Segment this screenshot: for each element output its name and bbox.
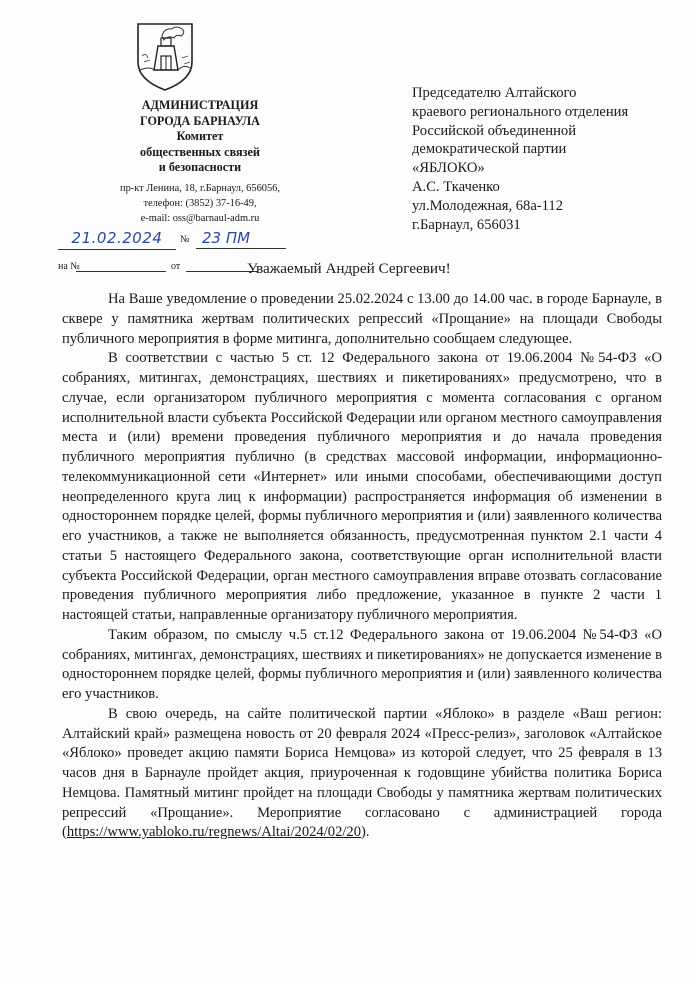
body-paragraph: В соответствии с частью 5 ст. 12 Федерального закона от 19.06.2004 №54-ФЗ «О собраниях, митингах, демонстрациях, шествиях и пикетированиях» предусмотрено, что в случае, если организатором публичного мероприятия с момента согласования с органом исполнительной власти субъекта Российской Федерации или органом местного самоуправления места и (или) времени проведения публичного мероприятия и до начала проведения публичного мероприятия публично (в средствах массовой информации, информационно-телекоммуникационной сети «Интернет» или иными способами, обеспечивающими доступ неопределенного круга лиц к информации) распространяется информация об изменении в одностороннем порядке целей, формы публичного мероприятия и (или) заявленного количества его участников, а также не выполняется обязанность, предусмотренная пунктом 2.1 части 4 статьи 5 настоящего Федерального закона, соответствующие орган исполнительной власти субъекта Российской Федерации, орган местного самоуправления вправе отозвать согласование проведения публичного мероприятия либо предложение, указанное в пункте 2 части 1 настоящей статьи, направленные организатору публичного мероприятия. <box>62 350 662 623</box>
recipient-street: ул.Молодежная, 68а-112 <box>412 197 564 214</box>
recipient-name: А.С. Ткаченко <box>412 178 500 195</box>
org-name-line2: ГОРОДА БАРНАУЛА <box>140 113 260 128</box>
recipient-city: г.Барнаул, 656031 <box>412 216 521 233</box>
registration-date: 21.02.2024 <box>58 229 176 250</box>
body-paragraph-with-link <box>62 705 662 843</box>
letter-body <box>62 290 662 843</box>
recipient-line: Российской объединенной <box>412 122 577 139</box>
body-paragraph-text: В свою очередь, на сайте политической партии «Яблоко» в разделе «Ваш регион: Алтайский край» размещена новость от 20 февраля 2024 «Пресс-релиз», заголовок «Алтайское «Яблоко» проведет акцию памяти Бориса Немцова» из которой следует, что 25 февраля в 13 часов дня в Барнауле пройдет акция, приуроченная к годовщине убийства политика Бориса Немцова. Памятный митинг пройдет на площади Свободы у памятника жертвам политических репрессий «Прощание». Мероприятие согласовано с администрацией города <box>62 705 662 821</box>
registration-number: 23 ПМ <box>196 229 286 249</box>
recipient-line: демократической партии <box>412 141 567 158</box>
recipient-line: Председателю Алтайского <box>412 85 577 101</box>
yabloko-news-link[interactable]: https://www.yabloko.ru/regnews/Altai/2024/02/20 <box>66 824 362 841</box>
committee-line2: общественных связей <box>140 144 260 159</box>
sender-contacts <box>80 181 320 226</box>
sender-phone: телефон: (3852) 37-16-49, <box>143 198 257 209</box>
body-paragraph: На Ваше уведомление о проведении 25.02.2024 с 13.00 до 14.00 час. в городе Барнауле, в сквере у памятника жертвам политических репрессий «Прощание» на площади Свободы публичного мероприятия в форме митинга, дополнительно сообщаем следующее. <box>62 291 662 347</box>
link-open-paren: ( <box>62 824 67 841</box>
recipient-line: «ЯБЛОКО» <box>412 160 485 177</box>
reference-line <box>58 259 278 275</box>
body-paragraph: Таким образом, по смыслу ч.5 ст.12 Федерального закона от 19.06.2004 №54-ФЗ «О собраниях, митингах, демонстрациях, шествиях и пикетированиях» не допускается изменение в одностороннем порядке целей, формы публичного мероприятия и (или) заявленного количества его участников. <box>62 626 662 702</box>
reference-number-label: на № <box>58 261 80 272</box>
committee-line3: и безопасности <box>158 160 242 175</box>
reference-date-label: от <box>171 261 181 272</box>
sender-organization <box>80 98 320 176</box>
sender-address: пр-кт Ленина, 18, г.Барнаул, 656056, <box>120 183 280 194</box>
barnaul-coat-of-arms-icon <box>134 22 196 92</box>
registration-line <box>58 229 286 251</box>
committee-line1: Комитет <box>176 129 224 144</box>
org-name-line1: АДМИНИСТРАЦИЯ <box>141 98 259 112</box>
recipient-line: краевого регионального отделения <box>412 103 629 120</box>
reference-number-blank <box>76 259 166 272</box>
salutation: Уважаемый Андрей Сергеевич! <box>247 260 451 277</box>
registration-number-label: № <box>180 234 190 245</box>
recipient-block <box>412 84 672 234</box>
link-close-paren: ). <box>361 824 370 841</box>
sender-email: e-mail: oss@barnaul-adm.ru <box>140 213 260 224</box>
